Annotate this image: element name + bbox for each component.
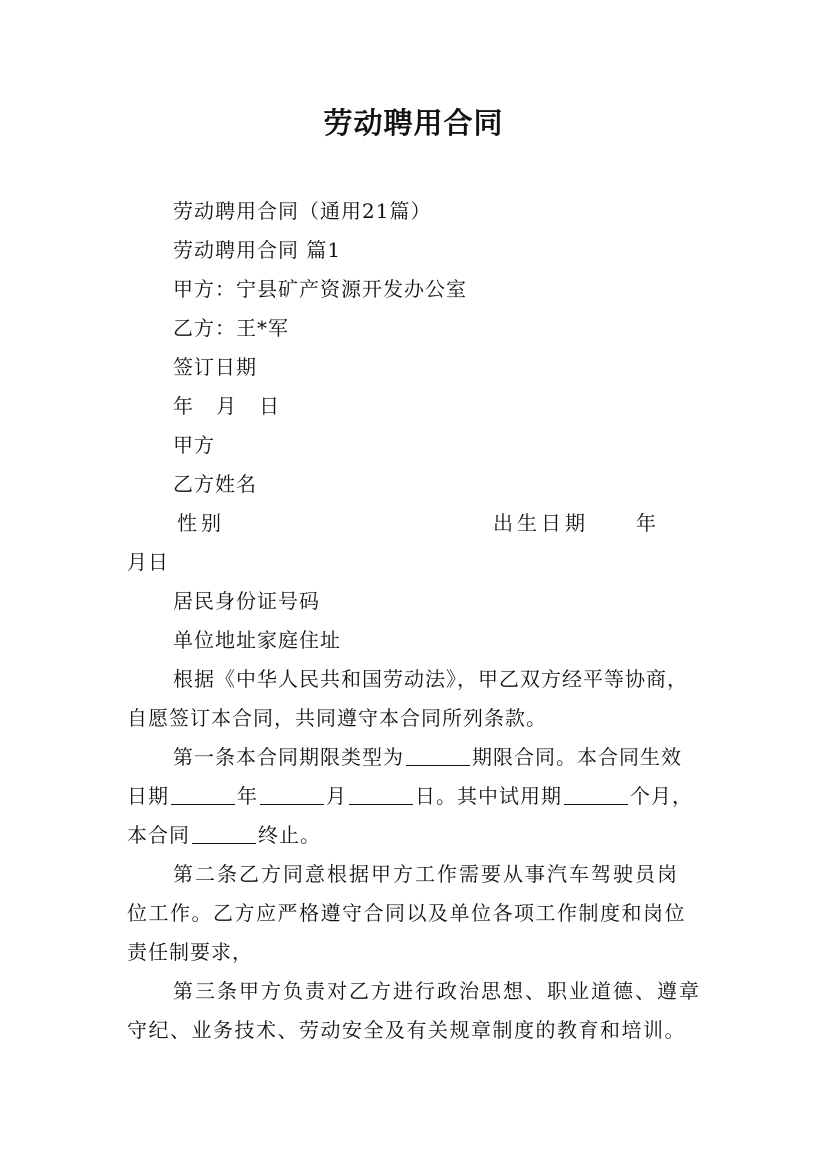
gender-label: 性别 <box>177 511 225 535</box>
party-a: 甲方：宁县矿产资源开发办公室 <box>173 277 467 301</box>
blank-line <box>406 745 470 766</box>
party-a-label: 甲方 <box>173 433 215 457</box>
sign-date-label: 签订日期 <box>173 355 257 379</box>
party-b-name-label: 乙方姓名 <box>173 472 257 496</box>
subtitle: 劳动聘用合同（通用21篇） <box>173 199 432 223</box>
date-fields: 年 月 日 <box>173 394 281 418</box>
paragraph-2-line-2: 日期 年 月 日。其中试用期 个月， <box>127 784 693 808</box>
paragraph-4-line-2: 守纪、业务技术、劳动安全及有关规章制度的教育和培训。 <box>127 1018 686 1042</box>
document-title: 劳动聘用合同 <box>323 106 504 140</box>
paragraph-2-line-1: 第一条本合同期限类型为 期限合同。本合同生效 <box>173 745 682 769</box>
blank-line <box>349 784 413 805</box>
paragraph-3-line-3: 责任制要求， <box>127 940 253 964</box>
blank-line <box>564 784 628 805</box>
section-heading: 劳动聘用合同 篇1 <box>173 238 342 262</box>
month-day-label: 月日 <box>127 550 169 574</box>
blank-line <box>260 784 324 805</box>
paragraph-2-line-3: 本合同 终止。 <box>127 823 321 847</box>
birth-date-label: 出生日期 <box>493 511 589 535</box>
paragraph-1-line-2: 自愿签订本合同，共同遵守本合同所列条款。 <box>127 706 547 730</box>
year-label: 年 <box>636 511 657 535</box>
blank-line <box>192 823 256 844</box>
paragraph-4-line-1: 第三条甲方负责对乙方进行政治思想、职业道德、遵章 <box>173 979 701 1003</box>
paragraph-3-line-1: 第二条乙方同意根据甲方工作需要从事汽车驾驶员岗 <box>173 862 679 886</box>
address-label: 单位地址家庭住址 <box>173 628 341 652</box>
paragraph-1-line-1: 根据《中华人民共和国劳动法》，甲乙双方经平等协商， <box>173 667 688 691</box>
paragraph-3-line-2: 位工作。乙方应严格遵守合同以及单位各项工作制度和岗位 <box>127 901 686 925</box>
party-b: 乙方：王*军 <box>173 316 289 340</box>
id-number-label: 居民身份证号码 <box>173 589 320 613</box>
blank-line <box>171 784 235 805</box>
